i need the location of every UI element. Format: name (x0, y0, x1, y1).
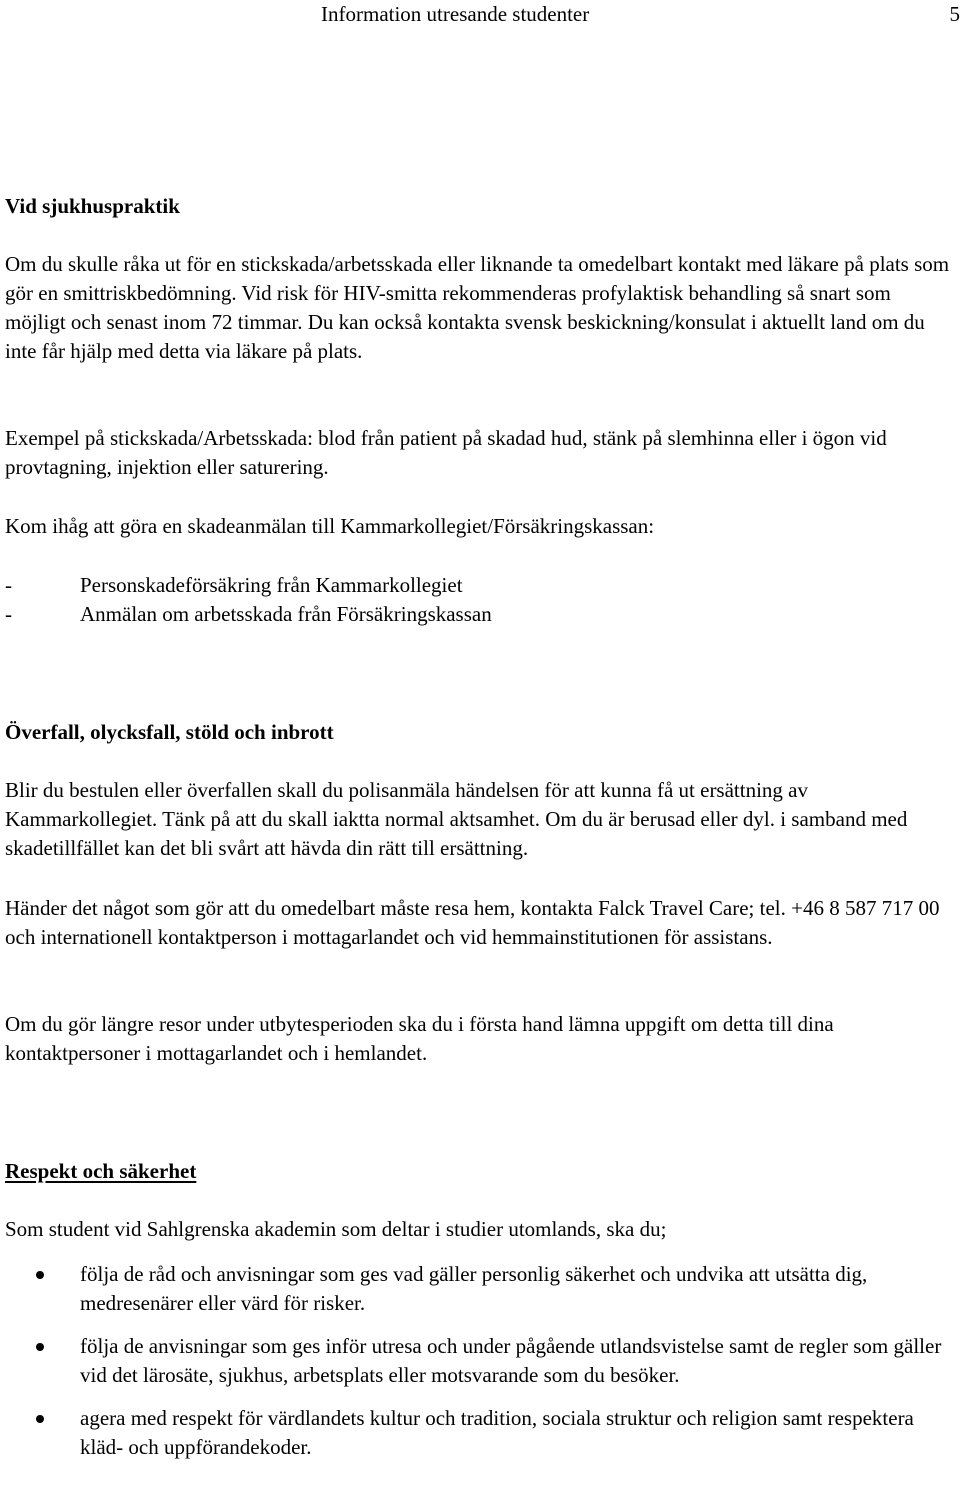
list-item-text: Personskadeförsäkring från Kammarkollegiet (80, 573, 463, 597)
list-item-text: följa de anvisningar som ges inför utresa och under pågående utlandsvistelse samt de regler som gäller vid det lärosäte, sjukhus, arbetsplats eller motsvarande som du besöker. (80, 1334, 942, 1387)
bullet-icon (5, 1332, 80, 1390)
paragraph-falck: Händer det något som gör att du omedelbart måste resa hem, kontakta Falck Travel Care; tel. +46 8 587 717 00 och internationell kontaktperson i mottagarlandet och vid hemmainstitutionen för assistans. (5, 896, 940, 949)
list-item-text: följa de råd och anvisningar som ges vad gäller personlig säkerhet och undvika att utsätta dig, medresenärer eller värd för risker. (80, 1262, 868, 1315)
list-item (5, 571, 960, 600)
list-item (5, 1404, 950, 1462)
paragraph-langre-resor: Om du gör längre resor under utbytesperioden ska du i första hand lämna uppgift om detta till dina kontaktpersoner i mottagarlandet och i hemlandet. (5, 1012, 834, 1065)
heading-vid-sjukhuspraktik: Vid sjukhuspraktik (5, 194, 180, 218)
paragraph-bestulen: Blir du bestulen eller överfallen skall du polisanmäla händelsen för att kunna få ut ersättning av Kammarkollegiet. Tänk på att du skall iaktta normal aktsamhet. Om du är berusad eller dyl. i samband med skadetillfället kan det bli svårt att hävda din rätt till ersättning. (5, 778, 908, 860)
list-item (5, 600, 960, 629)
heading-respekt (5, 1157, 960, 1185)
bullet-icon (5, 1404, 80, 1462)
page-header (321, 0, 960, 28)
heading-respekt-text: Respekt och säkerhet (5, 1159, 197, 1183)
list-item-text: Anmälan om arbetsskada från Försäkringskassan (80, 602, 492, 626)
paragraph-exempel: Exempel på stickskada/Arbetsskada: blod från patient på skadad hud, stänk på slemhinna eller i ögon vid provtagning, injektion eller saturering. (5, 426, 887, 479)
dash-list (5, 571, 960, 629)
page-number: 5 (949, 2, 960, 26)
bullet-icon (5, 1260, 80, 1318)
bullet-list (5, 1260, 950, 1462)
dash-marker: - (5, 602, 12, 626)
paragraph-stickskada: Om du skulle råka ut för en stickskada/arbetsskada eller liknande ta omedelbart kontakt med läkare på plats som gör en smittriskbedömning. Vid risk för HIV-smitta rekommenderas profylaktisk behandling så snart som möjligt och senast inom 72 timmar. Du kan också kontakta svensk beskickning/konsulat i aktuellt land om du inte får hjälp med detta via läkare på plats. (5, 252, 950, 363)
list-item-text: agera med respekt för värdlandets kultur och tradition, sociala struktur och religion samt respektera kläd- och uppförandekoder. (80, 1406, 914, 1459)
list-item (5, 1260, 950, 1318)
paragraph-skadeanmalan: Kom ihåg att göra en skadeanmälan till Kammarkollegiet/Försäkringskassan: (5, 514, 655, 538)
header-title: Information utresande studenter (321, 2, 590, 26)
paragraph-intro: Som student vid Sahlgrenska akademin som deltar i studier utomlands, ska du; (5, 1217, 667, 1241)
list-item (5, 1332, 950, 1390)
heading-overfall: Överfall, olycksfall, stöld och inbrott (5, 720, 334, 744)
dash-marker: - (5, 573, 12, 597)
